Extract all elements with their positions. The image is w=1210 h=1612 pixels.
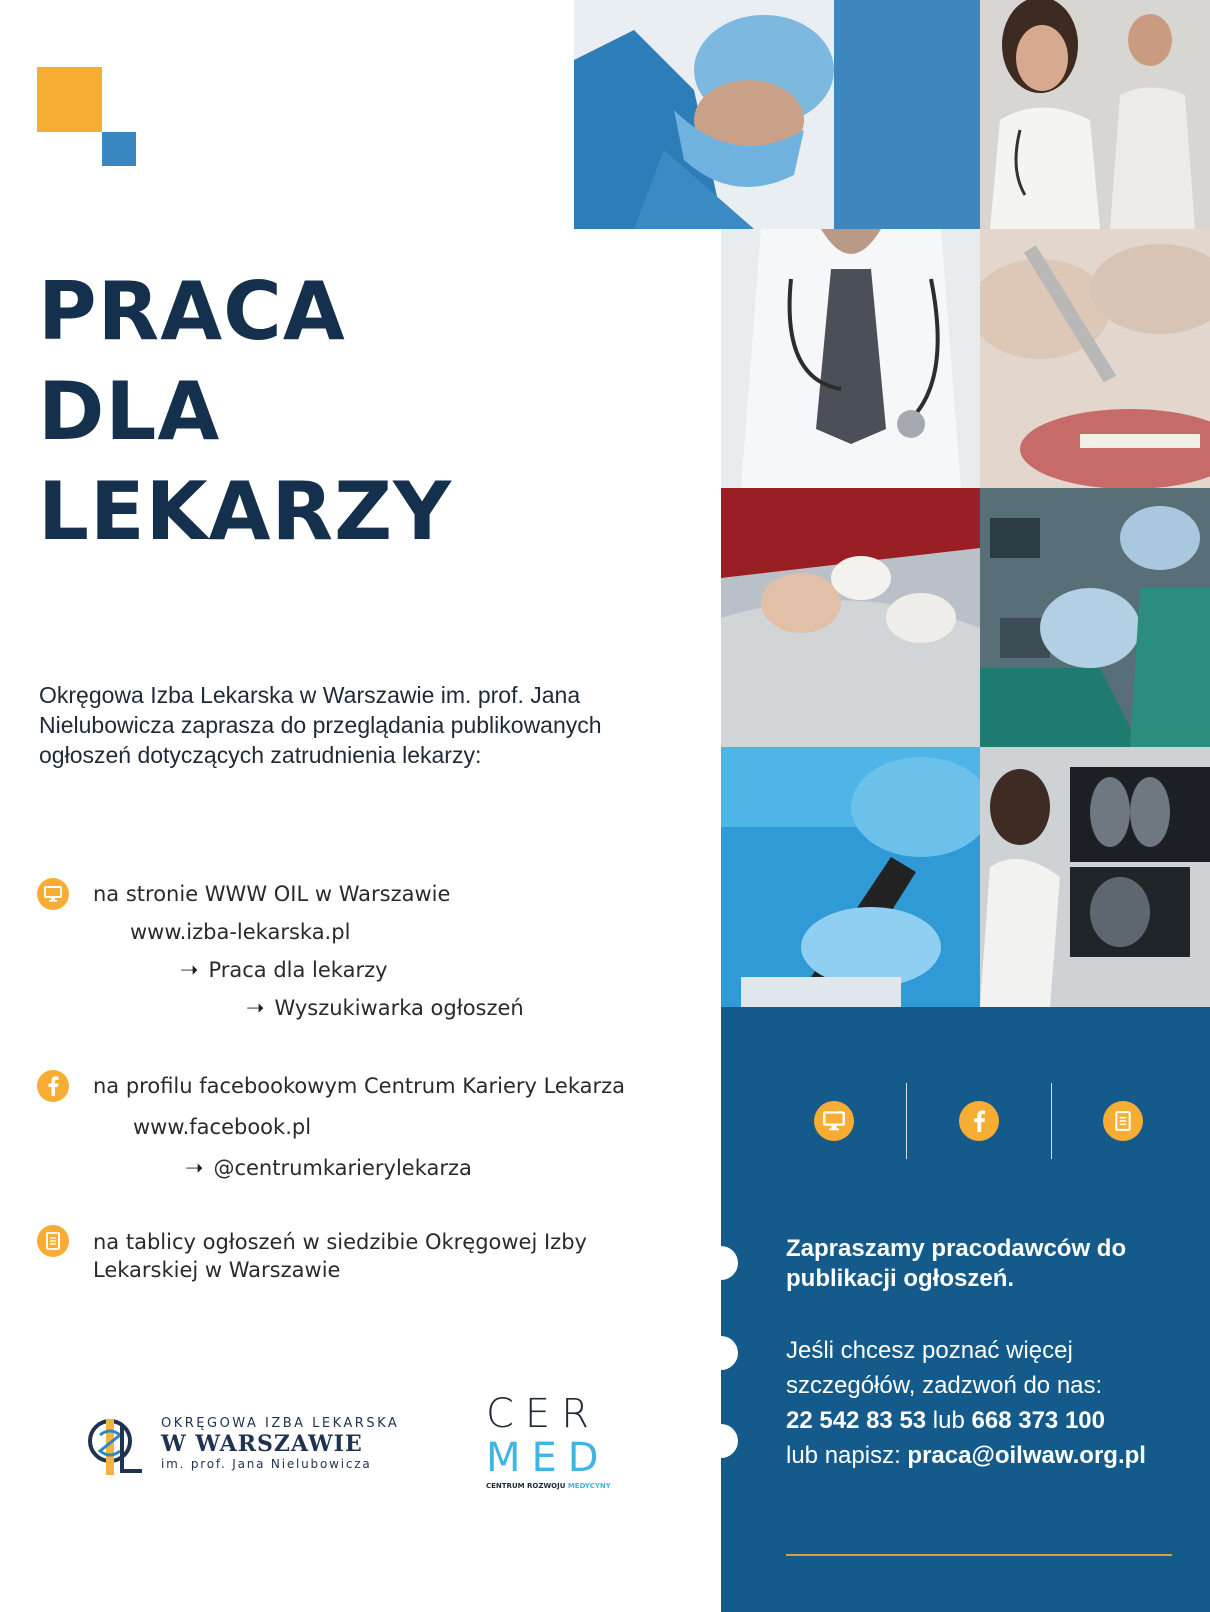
xray-photo [980, 747, 1210, 1007]
cermed-logo-sub [486, 1482, 616, 1490]
info-line-2: szczegółów, zadzwoń do nas: [786, 1372, 1103, 1399]
phone-1[interactable]: 22 542 83 53 [786, 1407, 927, 1434]
monitor-icon [37, 878, 69, 910]
board-channel-label-2: Lekarskiej w Warszawie [93, 1258, 341, 1282]
phone-2[interactable]: 668 373 100 [971, 1407, 1105, 1434]
board-channel-label-1: na tablicy ogłoszeń w siedzibie Okręgowej Izby [93, 1230, 587, 1254]
doctor-stethoscope-photo [721, 229, 980, 488]
facebook-handle [185, 1154, 472, 1183]
panel-notch [704, 1424, 738, 1458]
employer-invitation [786, 1234, 1126, 1294]
email-prefix: lub napisz: [786, 1442, 908, 1469]
decor-square-orange [37, 67, 102, 132]
phone-line [786, 1403, 1146, 1438]
cermed-sub-2: MEDYCYNY [567, 1482, 611, 1490]
facebook-url-link[interactable]: www.facebook.pl [133, 1115, 312, 1139]
oil-logo-line-2: W WARSZAWIE [161, 1431, 363, 1457]
phone-separator: lub [926, 1407, 972, 1434]
cermed-sub-1: CENTRUM ROZWOJU [486, 1482, 568, 1490]
web-step-1-label: Praca dla lekarzy [208, 958, 388, 982]
monitor-icon [814, 1101, 854, 1141]
panel-notch [704, 1246, 738, 1280]
facebook-handle-link[interactable]: @centrumkarierylekarza [213, 1156, 472, 1180]
notice-board-icon [1103, 1101, 1143, 1141]
panel-notch [704, 1336, 738, 1370]
oil-emblem-logo [84, 1415, 144, 1480]
title-line-2: DLA [38, 365, 221, 458]
emergency-photo [721, 488, 980, 747]
invite-line-1: Zapraszamy pracodawców do [786, 1235, 1127, 1262]
decor-square-blue [102, 132, 136, 166]
email-link[interactable]: praca@oilwaw.org.pl [907, 1442, 1146, 1469]
info-line-1: Jeśli chcesz poznać więcej [786, 1337, 1073, 1364]
oil-logo-line-3: im. prof. Jana Nielubowicza [161, 1457, 372, 1471]
dental-photo [980, 229, 1210, 488]
cermed-logo [486, 1392, 616, 1490]
notice-board-icon [37, 1225, 69, 1257]
cermed-logo-top: CER [486, 1391, 600, 1437]
intro-paragraph: Okręgowa Izba Lekarska w Warszawie im. prof. Jana Nielubowicza zaprasza do przeglądania publikowanych ogłoszeń dotyczących zatrudnienia lekarzy: [39, 682, 602, 768]
web-url-link[interactable]: www.izba-lekarska.pl [130, 920, 351, 944]
facebook-icon [959, 1101, 999, 1141]
contact-panel [721, 1007, 1210, 1612]
cermed-logo-bottom: MED [486, 1435, 610, 1481]
title-line-1: PRACA [38, 265, 346, 358]
email-line [786, 1438, 1146, 1473]
arrow-right-icon: ➝ [246, 996, 265, 1021]
facebook-channel-label: na profilu facebookowym Centrum Kariery Lekarza [93, 1074, 626, 1098]
operating-room-photo [980, 488, 1210, 747]
oil-logo-text [161, 1416, 399, 1471]
web-step-2 [246, 994, 524, 1023]
page-title [38, 262, 452, 562]
panel-divider [906, 1083, 907, 1159]
title-line-3: LEKARZY [38, 465, 453, 558]
gold-divider [786, 1554, 1172, 1556]
doctors-photo [980, 0, 1210, 229]
blue-block [834, 0, 980, 229]
invite-line-2: publikacji ogłoszeń. [786, 1265, 1015, 1292]
microscope-photo [721, 747, 980, 1007]
oil-logo-line-1: OKRĘGOWA IZBA LEKARSKA [161, 1416, 400, 1431]
web-channel-label: na stronie WWW OIL w Warszawie [93, 882, 451, 906]
arrow-right-icon: ➝ [185, 1156, 204, 1181]
arrow-right-icon: ➝ [180, 958, 199, 983]
surgeon-photo [574, 0, 834, 229]
panel-divider [1051, 1083, 1052, 1159]
facebook-icon [37, 1070, 69, 1102]
web-step-1 [180, 956, 388, 985]
web-step-2-label: Wyszukiwarka ogłoszeń [274, 996, 524, 1020]
contact-info [786, 1333, 1146, 1473]
